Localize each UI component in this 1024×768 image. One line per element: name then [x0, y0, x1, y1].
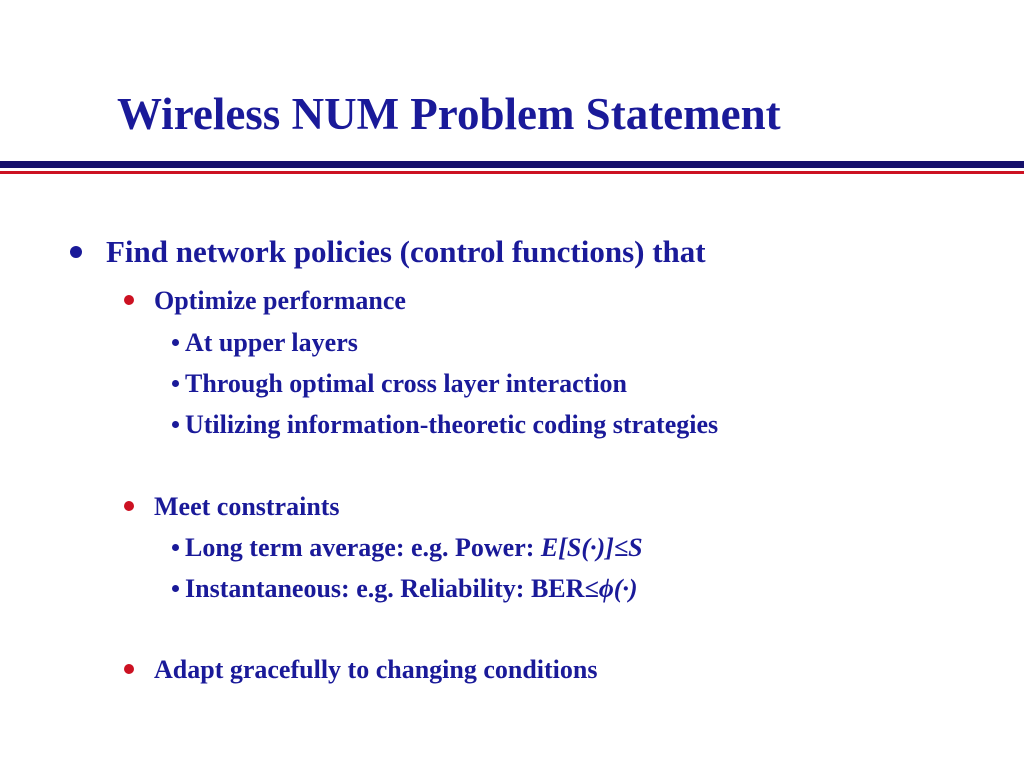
bullet-text: Long term average: e.g. Power:: [185, 533, 541, 562]
bullet-dot-icon: [124, 295, 134, 305]
bullet-text: Optimize performance: [154, 286, 406, 315]
bullet-dot-icon: [172, 421, 179, 428]
bullet-text: Meet constraints: [154, 492, 340, 521]
bullet-dot-icon: [70, 246, 82, 258]
bullet-instantaneous: [172, 576, 638, 602]
title-rule-blue: [0, 161, 1024, 168]
bullet-upper-layers: [172, 330, 358, 356]
bullet-cross-layer: [172, 371, 627, 397]
bullet-text: Utilizing information-theoretic coding strategies: [185, 410, 719, 439]
bullet-dot-icon: [172, 544, 179, 551]
ber-constraint-math: ≤ϕ(·): [584, 574, 638, 603]
bullet-find-policies: [70, 236, 706, 267]
bullet-text: At upper layers: [185, 328, 358, 357]
bullet-dot-icon: [124, 664, 134, 674]
bullet-text: Adapt gracefully to changing conditions: [154, 655, 598, 684]
bullet-text: Through optimal cross layer interaction: [185, 369, 627, 398]
power-constraint-math: E[S(·)]≤S: [540, 533, 643, 562]
bullet-adapt-gracefully: [124, 657, 598, 683]
bullet-optimize-performance: [124, 288, 406, 314]
bullet-dot-icon: [172, 585, 179, 592]
bullet-long-term-average: [172, 535, 643, 561]
bullet-coding-strategies: [172, 412, 718, 438]
bullet-text: Find network policies (control functions) that: [106, 234, 706, 269]
bullet-dot-icon: [172, 339, 179, 346]
bullet-dot-icon: [172, 380, 179, 387]
title-rule-red: [0, 171, 1024, 174]
bullet-dot-icon: [124, 501, 134, 511]
bullet-text: Instantaneous: e.g. Reliability: BER: [185, 574, 585, 603]
slide-title: Wireless NUM Problem Statement: [117, 89, 781, 139]
bullet-meet-constraints: [124, 494, 340, 520]
